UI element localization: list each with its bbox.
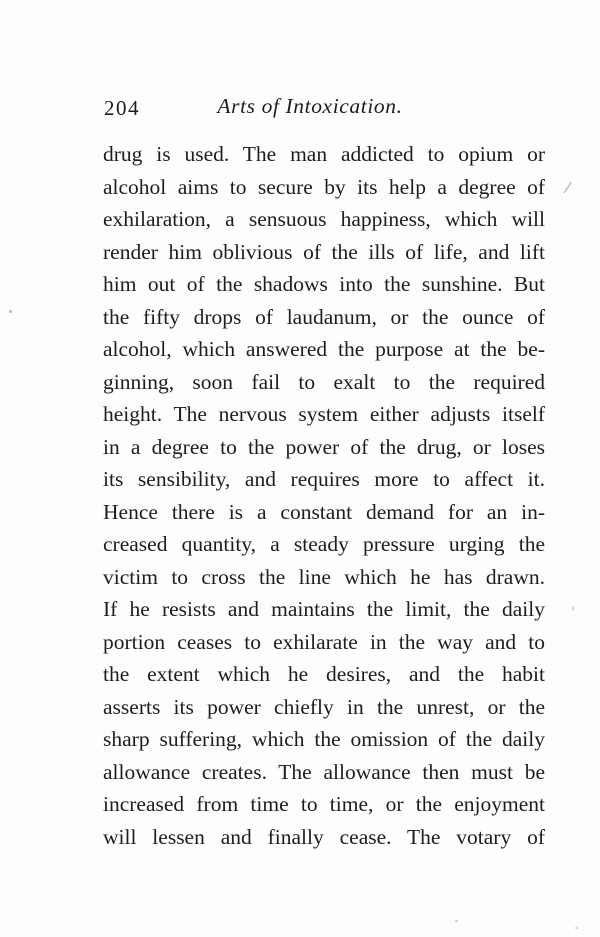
page-number: 204 xyxy=(104,96,140,120)
text-line: If he resists and maintains the limit, the daily xyxy=(103,597,545,621)
text-line: sharp suffering, which the omission of the daily xyxy=(103,727,545,751)
text-line: Hence there is a constant demand for an in- xyxy=(103,499,545,524)
text-line: exhilaration, a sensuous happiness, which will xyxy=(103,207,545,231)
text-line: height. The nervous system either adjusts itself xyxy=(103,402,545,426)
text-line: portion ceases to exhilarate in the way and to xyxy=(103,629,545,654)
text-line: will lessen and finally cease. The votary of xyxy=(103,824,545,849)
text-line: him out of the shadows into the sunshine. But xyxy=(103,272,545,296)
text-line: its sensibility, and requires more to affect it. xyxy=(103,467,545,491)
text-line: drug is used. The man addicted to opium or xyxy=(103,142,545,166)
text-line: victim to cross the line which he has drawn. xyxy=(103,564,545,589)
text-line: render him oblivious of the ills of life, and lift xyxy=(103,239,545,264)
text-line: the fifty drops of laudanum, or the ounce of xyxy=(103,304,545,329)
running-title: Arts of Intoxication. xyxy=(217,94,403,118)
scan-speck xyxy=(575,927,578,929)
text-line: ginning, soon fail to exalt to the required xyxy=(103,369,545,394)
scan-speck xyxy=(572,606,574,611)
text-line: alcohol aims to secure by its help a degree of xyxy=(103,174,545,199)
scan-speck xyxy=(9,310,12,313)
text-line: the extent which he desires, and the habit xyxy=(103,662,545,686)
scan-speck xyxy=(455,920,458,922)
text-line: alcohol, which answered the purpose at the be- xyxy=(103,337,545,361)
body-text-block xyxy=(103,138,545,853)
text-line: in a degree to the power of the drug, or loses xyxy=(103,434,545,459)
text-line: allowance creates. The allowance then must be xyxy=(103,759,545,784)
pen-mark-artifact: / xyxy=(564,177,571,198)
text-line: asserts its power chiefly in the unrest, or the xyxy=(103,694,545,719)
text-line: increased from time to time, or the enjoyment xyxy=(103,792,545,816)
text-line: creased quantity, a steady pressure urging the xyxy=(103,532,545,556)
page-header xyxy=(103,94,545,122)
